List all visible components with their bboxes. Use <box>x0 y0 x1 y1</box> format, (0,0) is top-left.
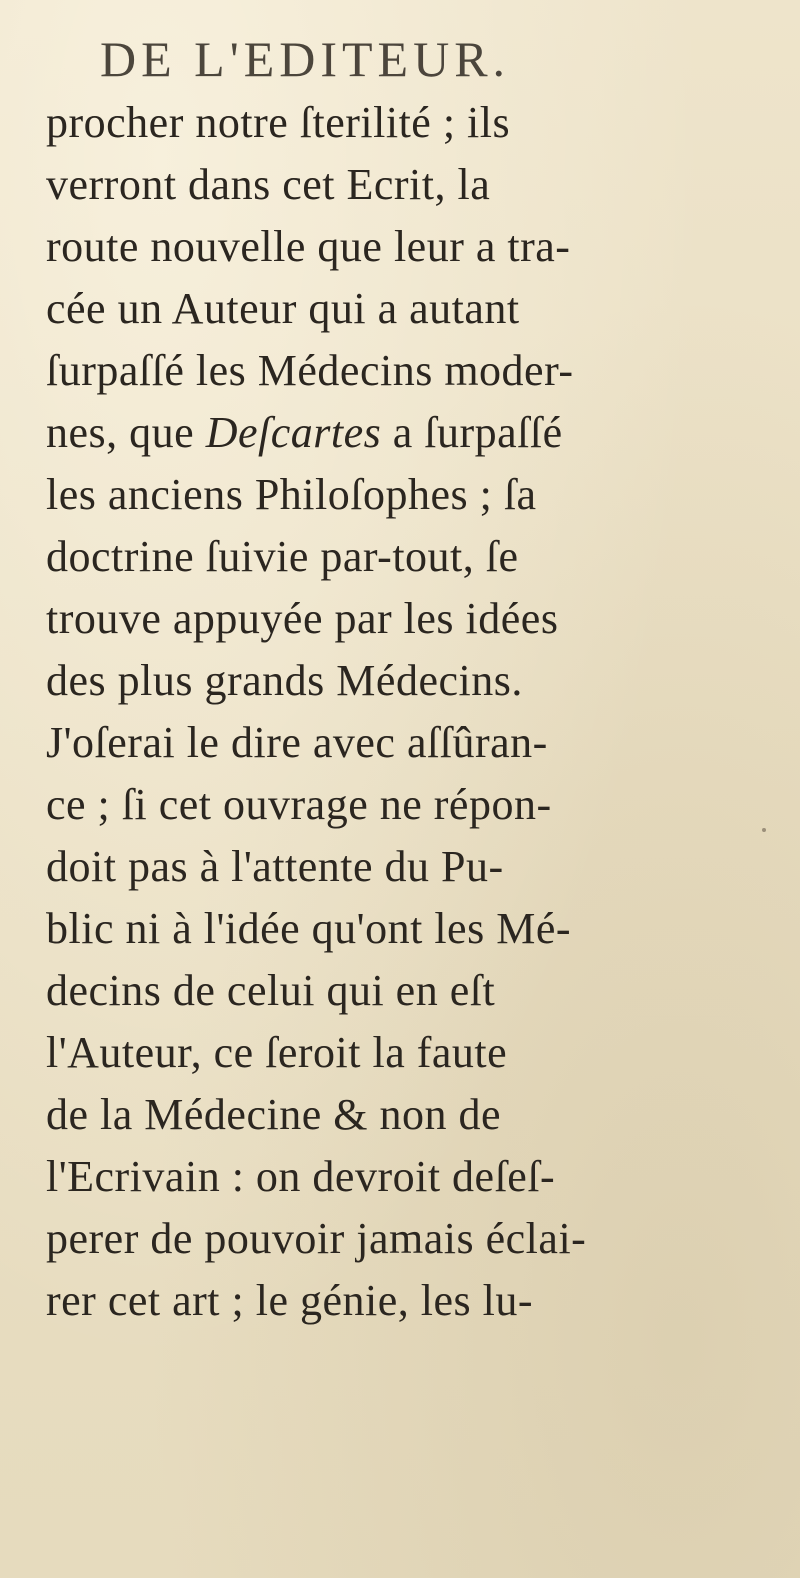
text-line: de la Médecine & non de <box>46 1090 502 1139</box>
text-line: cée un Auteur qui a autant <box>46 284 520 333</box>
text-line: blic ni à l'idée qu'ont les Mé- <box>46 904 572 953</box>
text-line: trouve appuyée par les idées <box>46 594 559 643</box>
text-line: J'oſerai le dire avec aſſûran- <box>46 718 548 767</box>
text-line: doctrine ſuivie par-tout, ſe <box>46 532 519 581</box>
text-line: rer cet art ; le génie, les lu- <box>46 1276 534 1325</box>
text-line: des plus grands Médecins. <box>46 656 523 705</box>
text-line: ce ; ſi cet ouvrage ne répon- <box>46 780 552 829</box>
text-line: l'Auteur, ce ſeroit la faute <box>46 1028 508 1077</box>
italic-name-descartes: Deſcartes <box>205 408 382 457</box>
text-line: route nouvelle que leur a tra- <box>46 222 571 271</box>
running-head: DE L'EDITEUR. <box>100 31 511 87</box>
text-line: ſurpaſſé les Médecins moder- <box>46 346 574 395</box>
text-line: l'Ecrivain : on devroit deſeſ- <box>46 1152 556 1201</box>
text-line: doit pas à l'attente du Pu- <box>46 842 504 891</box>
text-line: verront dans cet Ecrit, la <box>46 160 491 209</box>
body-text <box>46 92 786 1332</box>
ink-speck <box>762 828 766 832</box>
text-line: decins de celui qui en eſt <box>46 966 496 1015</box>
text-line: les anciens Philoſophes ; ſa <box>46 470 537 519</box>
text-line: nes, que Deſcartes a ſurpaſſé <box>46 408 563 457</box>
text-line: procher notre ſterilité ; ils <box>46 98 511 147</box>
text-line: perer de pouvoir jamais éclai- <box>46 1214 587 1263</box>
